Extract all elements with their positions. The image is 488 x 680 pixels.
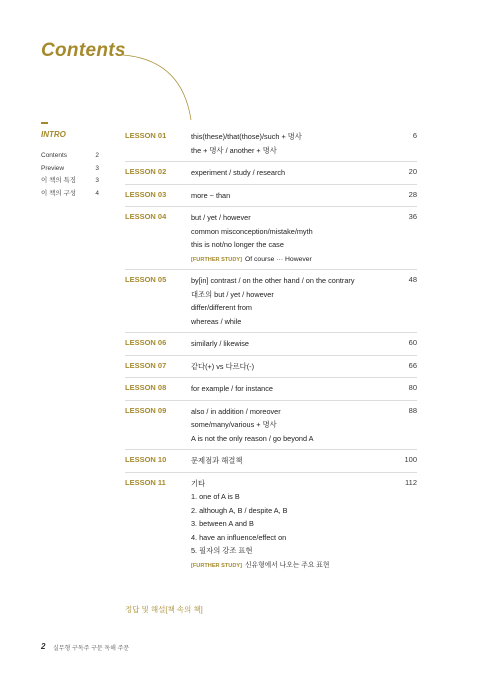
intro-item-label: 이 책의 구성	[41, 189, 77, 197]
lesson-topic: by[in] contrast / on the other hand / on the contrary	[191, 276, 355, 285]
lesson-label: LESSON 08	[125, 383, 167, 392]
lesson-topic: 기타	[191, 478, 206, 488]
lesson-label: LESSON 01	[125, 131, 167, 140]
intro-item[interactable]	[41, 163, 99, 176]
lesson-label: LESSON 05	[125, 275, 167, 284]
lesson-label: LESSON 09	[125, 405, 167, 415]
intro-title: INTRO	[41, 130, 66, 139]
lesson-page: 112	[405, 477, 417, 487]
lesson-page: 100	[404, 455, 417, 464]
lesson-row-10[interactable]	[125, 450, 417, 473]
page-title: Contents	[41, 40, 126, 61]
lesson-topic: common misconception/mistake/myth	[191, 226, 313, 236]
lesson-topic: A is not the only reason / go beyond A	[191, 433, 314, 443]
lesson-page: 80	[408, 383, 417, 392]
lesson-page: 28	[408, 189, 417, 199]
lesson-topic: 2. although A, B / despite A, B	[191, 505, 288, 515]
lesson-label: LESSON 04	[125, 212, 167, 221]
intro-item-page: 3	[95, 177, 99, 184]
lesson-topic: 5. 필자의 강조 표현	[191, 546, 253, 555]
lesson-row-05[interactable]	[125, 270, 417, 333]
lesson-topic: 1. one of A is B	[191, 492, 240, 501]
lesson-topic: experiment / study / research	[191, 168, 286, 177]
lesson-page: 60	[408, 338, 417, 347]
lesson-page: 48	[408, 275, 417, 284]
lesson-topic: 3. between A and B	[191, 519, 254, 528]
lesson-topic: more ~ than	[191, 190, 231, 200]
lesson-topic: whereas / while	[191, 316, 242, 326]
further-study-text: 신유형에서 나오는 주요 표현	[244, 561, 330, 569]
lesson-label: LESSON 02	[125, 167, 167, 176]
lesson-topic: but / yet / however	[191, 213, 251, 222]
lesson-page: 36	[408, 212, 417, 221]
lesson-row-07[interactable]	[125, 356, 417, 379]
intro-item-page: 3	[95, 164, 99, 172]
lesson-row-03[interactable]	[125, 185, 417, 208]
lesson-row-11[interactable]	[125, 473, 417, 576]
lesson-row-01[interactable]	[125, 126, 417, 162]
intro-item-label: 이 책의 특징	[41, 177, 77, 184]
lesson-topic: 4. have an influence/effect on	[191, 532, 287, 542]
intro-item[interactable]	[41, 188, 99, 201]
lesson-row-02[interactable]	[125, 162, 417, 185]
further-study-text: Of course ··· However	[244, 255, 312, 263]
lesson-topic: some/many/various + 명사	[191, 420, 277, 429]
lesson-label: LESSON 07	[125, 360, 167, 370]
answer-section-link[interactable]: 정답 및 해설[책 속의 책]	[125, 605, 203, 614]
lessons-list	[125, 126, 417, 575]
further-study-tag: [FURTHER STUDY]	[191, 256, 242, 263]
lesson-topic: for example / for instance	[191, 384, 273, 393]
lesson-topic: also / in addition / moreover	[191, 406, 281, 416]
lesson-row-04[interactable]	[125, 207, 417, 270]
lesson-topic: similarly / likewise	[191, 339, 249, 348]
lesson-topic: this(these)/that(those)/such + 명사	[191, 132, 302, 141]
intro-item-label: Preview	[41, 164, 65, 172]
intro-item-label: Contents	[41, 152, 68, 159]
footer-book-title: 실무형 구독주 구문 독해 주문	[53, 646, 130, 652]
intro-item-page: 4	[95, 189, 99, 197]
intro-item-page: 2	[95, 152, 99, 159]
further-study	[191, 252, 383, 266]
lesson-row-08[interactable]	[125, 378, 417, 401]
lesson-topic: this is not/no longer the case	[191, 240, 284, 249]
lesson-page: 6	[412, 131, 417, 140]
lesson-row-06[interactable]	[125, 333, 417, 356]
lesson-label: LESSON 06	[125, 338, 167, 347]
lesson-topic: 문제점과 해결책	[191, 456, 243, 465]
lesson-topic: 대조의 but / yet / however	[191, 289, 274, 299]
lesson-topic: differ/different from	[191, 303, 252, 312]
intro-list	[41, 150, 99, 200]
lesson-label: LESSON 10	[125, 455, 167, 464]
intro-item[interactable]	[41, 150, 99, 163]
lesson-page: 20	[408, 167, 417, 176]
footer-page-number: 2	[41, 642, 46, 651]
lesson-topic: the + 명사 / another + 명사	[191, 145, 277, 155]
lesson-page: 66	[408, 360, 417, 370]
further-study	[191, 558, 383, 572]
lesson-topic: 같다(+) vs 다르다(-)	[191, 361, 255, 371]
intro-dash	[41, 122, 48, 124]
further-study-tag: [FURTHER STUDY]	[191, 562, 242, 569]
intro-item[interactable]	[41, 175, 99, 188]
lesson-label: LESSON 03	[125, 189, 167, 199]
lesson-page: 88	[408, 405, 417, 415]
lesson-row-09[interactable]	[125, 401, 417, 451]
lesson-label: LESSON 11	[125, 477, 166, 487]
